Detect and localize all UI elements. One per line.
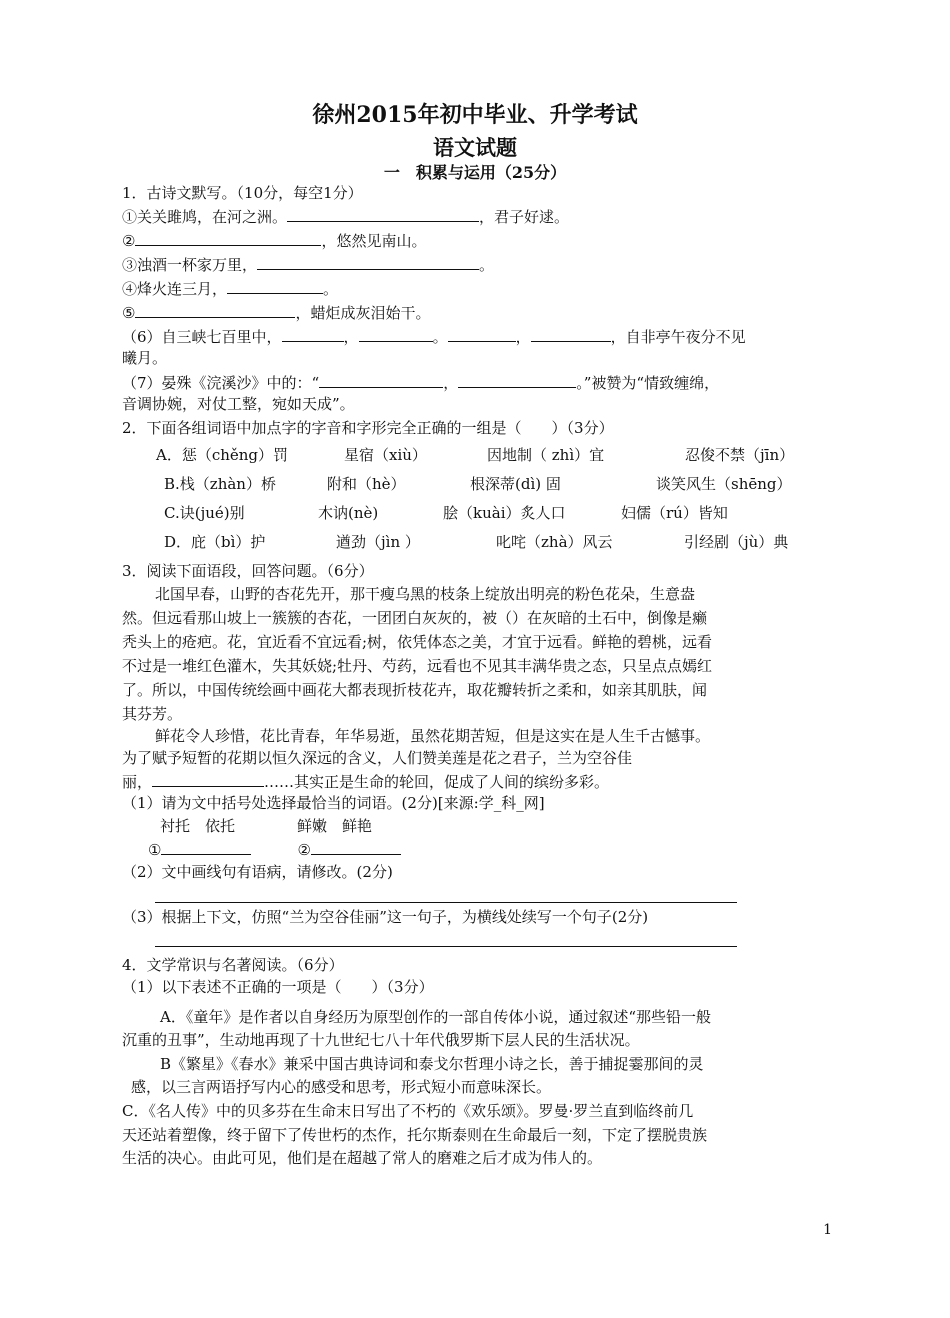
q1-line-2	[122, 229, 426, 252]
q2-option-b-3: 根深蒂(dì) 固	[470, 475, 561, 493]
q1-blank-1[interactable]	[287, 205, 479, 222]
q2-option-b-2: 附和（hè）	[327, 475, 406, 493]
q3-stem: 3．阅读下面语段，回答问题。（6分）	[122, 562, 374, 580]
q1-line-6-text-c: 。	[432, 328, 448, 346]
q3-imitation-blank[interactable]	[152, 770, 264, 787]
q1-stem: 1．古诗文默写。（10分，每空1分）	[122, 184, 363, 202]
q3-sub-3: （3）根据上下文，仿照“兰为空谷佳丽”这一句子，为横线处续写一个句子(2分)	[122, 908, 649, 926]
q1-line-2-text-b: ，悠然见南山。	[321, 232, 427, 250]
q1-line-7-text-b: ，	[443, 374, 459, 392]
q1-line-6-text-e: ，自非亭午夜分不见	[610, 328, 746, 346]
q3-para-1-line-1: 北国早春，山野的杏花先开，那干瘦乌黑的枝条上绽放出明亮的粉色花朵，生意盎	[155, 585, 696, 603]
q3-sub-2: （2）文中画线句有语病，请修改。(2分)	[122, 863, 393, 881]
q2-option-c-1[interactable]: C.诀(jué)别	[164, 504, 245, 522]
q2-option-c-3: 脍（kuài）炙人口	[443, 504, 566, 522]
q4-option-b-line-2: 感，以三言两语抒写内心的感受和思考，形式短小而意味深长。	[131, 1078, 552, 1096]
q1-line-6-text-d: ，	[515, 328, 531, 346]
q3-para-2-line-3-text-b: ……其实正是生命的轮回，促成了人间的缤纷多彩。	[264, 773, 610, 791]
q2-option-a-4: 忍俊不禁（jīn）	[685, 446, 795, 464]
q2-option-a-1[interactable]: A．惩（chěng）罚	[156, 446, 289, 464]
q1-blank-4[interactable]	[227, 277, 323, 294]
q4-option-b-line-1[interactable]: B《繁星》《春水》兼采中国古典诗词和泰戈尔哲理小诗之长，善于捕捉霎那间的灵	[160, 1055, 704, 1073]
q3-answer-2-blank[interactable]	[311, 838, 401, 855]
q1-line-6-text-a: （6）自三峡七百里中，	[122, 328, 282, 346]
q4-option-c-line-1[interactable]: C．《名人传》中的贝多芬在生命末日写出了不朽的《欢乐颂》。罗曼·罗兰直到临终前几	[122, 1102, 694, 1120]
q2-option-a-3: 因地制（ zhì）宜	[487, 446, 605, 464]
q3-sub-1-words-a: 衬托 依托	[160, 817, 236, 835]
q1-line-7-text-a: （7）晏殊《浣溪沙》中的：“	[122, 374, 320, 392]
q1-line-1-text-b: ，君子好逑。	[479, 208, 570, 226]
q1-line-5-text-b: ，蜡炬成灰泪始干。	[295, 304, 431, 322]
q3-para-2-line-1: 鲜花令人珍惜，花比青春，年华易逝，虽然花期苦短，但是这实在是人生千古憾事。	[155, 727, 711, 745]
section-heading: 一 积累与运用（25分）	[383, 163, 567, 182]
q3-sub-2-answer-line[interactable]	[155, 902, 737, 903]
q1-line-6	[122, 325, 746, 348]
q3-para-1-line-2: 然。但远看那山坡上一簇簇的杏花，一团团白灰灰的，被（）在灰暗的土石中，倒像是癞	[122, 609, 708, 627]
q1-blank-6a[interactable]	[282, 325, 344, 342]
q1-blank-7a[interactable]	[319, 371, 443, 388]
q3-answer-1-label: ①	[148, 841, 162, 859]
q4-sub-1: （1）以下表述不正确的一项是（ ）（3分）	[122, 978, 434, 996]
q1-line-7-cont: 音调协婉，对仗工整，宛如天成”。	[122, 395, 355, 413]
q3-para-1-line-6: 其芬芳。	[122, 705, 183, 723]
q2-option-d-2: 遒劲（jìn ）	[336, 533, 420, 551]
q1-line-4-text-a: ④烽火连三月，	[122, 280, 228, 298]
q1-line-6-cont: 曦月。	[122, 349, 168, 367]
q3-sub-1: （1）请为文中括号处选择最恰当的词语。(2分)[来源:学_科_网]	[122, 794, 545, 812]
q1-blank-7b[interactable]	[458, 371, 576, 388]
q4-option-c-line-3: 生活的决心。由此可见，他们是在超越了常人的磨难之后才成为伟人的。	[122, 1149, 603, 1167]
q3-sub-1-words-b: 鲜嫩 鲜艳	[297, 817, 373, 835]
q3-para-2-line-3-text-a: 丽，	[122, 773, 153, 791]
q2-option-a-2: 星宿（xiù）	[344, 446, 427, 464]
q1-line-2-text-a: ②	[122, 232, 136, 250]
q2-option-b-4: 谈笑风生（shēng）	[656, 475, 792, 493]
q2-option-c-4: 妇儒（rú）皆知	[621, 504, 728, 522]
q3-answer-2-label: ②	[297, 841, 311, 859]
exam-subtitle: 语文试题	[433, 135, 517, 160]
exam-title: 徐州2015年初中毕业、升学考试	[312, 102, 638, 128]
q2-option-c-2: 木讷(nè)	[318, 504, 379, 522]
q1-line-1	[122, 205, 569, 228]
q3-para-2-line-3	[122, 770, 609, 793]
q2-option-b-1[interactable]: B.栈（zhàn）桥	[164, 475, 276, 493]
q2-option-d-3: 叱咤（zhà）风云	[496, 533, 613, 551]
q1-line-1-text-a: ①关关雎鸠，在河之洲。	[122, 208, 288, 226]
q1-blank-2[interactable]	[135, 229, 321, 246]
q1-line-7	[122, 371, 719, 394]
q4-option-c-line-2: 天还站着塑像，终于留下了传世朽的杰作，托尔斯泰则在生命最后一刻，下定了摆脱贵族	[122, 1126, 708, 1144]
q1-line-5	[122, 301, 430, 324]
q3-answer-1-blank[interactable]	[161, 838, 251, 855]
q3-para-1-line-3: 秃头上的疮疤。花，宜近看不宜远看;树，依凭体态之美，才宜于远看。鲜艳的碧桃，远看	[122, 633, 713, 651]
q1-blank-6c[interactable]	[448, 325, 516, 342]
page-number: 1	[823, 1222, 832, 1238]
q4-option-a-line-2: 沉重的丑事”，生动地再现了十九世纪七八十年代俄罗斯下层人民的生活状况。	[122, 1031, 640, 1049]
q1-line-7-text-c: 。”被赞为“情致缠绵，	[576, 374, 720, 392]
q3-para-2-line-2: 为了赋予短暂的花期以恒久深远的含义，人们赞美莲是花之君子，兰为空谷佳	[122, 749, 633, 767]
q1-line-3-text-b: 。	[479, 256, 495, 274]
q3-sub-3-answer-line[interactable]	[155, 946, 737, 947]
q1-blank-6d[interactable]	[531, 325, 611, 342]
q3-para-1-line-4: 不过是一堆红色灌木，失其妖娆;牡丹、芍药，远看也不见其丰满华贵之态，只呈点点嫣红	[122, 657, 713, 675]
q4-option-a-line-1[interactable]: A．《童年》是作者以自身经历为原型创作的一部自传体小说，通过叙述“那些铅一般	[160, 1008, 712, 1026]
q3-sub-1-answers	[148, 838, 401, 861]
q1-blank-5[interactable]	[135, 301, 295, 318]
q2-stem: 2．下面各组词语中加点字的字音和字形完全正确的一组是（ ）（3分）	[122, 419, 614, 437]
q3-para-1-line-5: 了。所以，中国传统绘画中画花大都表现折枝花卉，取花瓣转折之柔和，如亲其肌肤，闻	[122, 681, 708, 699]
q4-stem: 4．文学常识与名著阅读。（6分）	[122, 956, 344, 974]
q1-blank-6b[interactable]	[359, 325, 433, 342]
q1-line-6-text-b: ，	[343, 328, 359, 346]
q1-line-4-text-b: 。	[323, 280, 339, 298]
q2-option-d-4: 引经剧（jù）典	[684, 533, 789, 551]
q1-line-4	[122, 277, 338, 300]
q2-option-d-1[interactable]: D．庇（bì）护	[164, 533, 266, 551]
q1-line-5-text-a: ⑤	[122, 304, 136, 322]
q1-line-3-text-a: ③浊酒一杯家万里，	[122, 256, 258, 274]
q1-line-3	[122, 253, 494, 276]
q1-blank-3[interactable]	[257, 253, 479, 270]
